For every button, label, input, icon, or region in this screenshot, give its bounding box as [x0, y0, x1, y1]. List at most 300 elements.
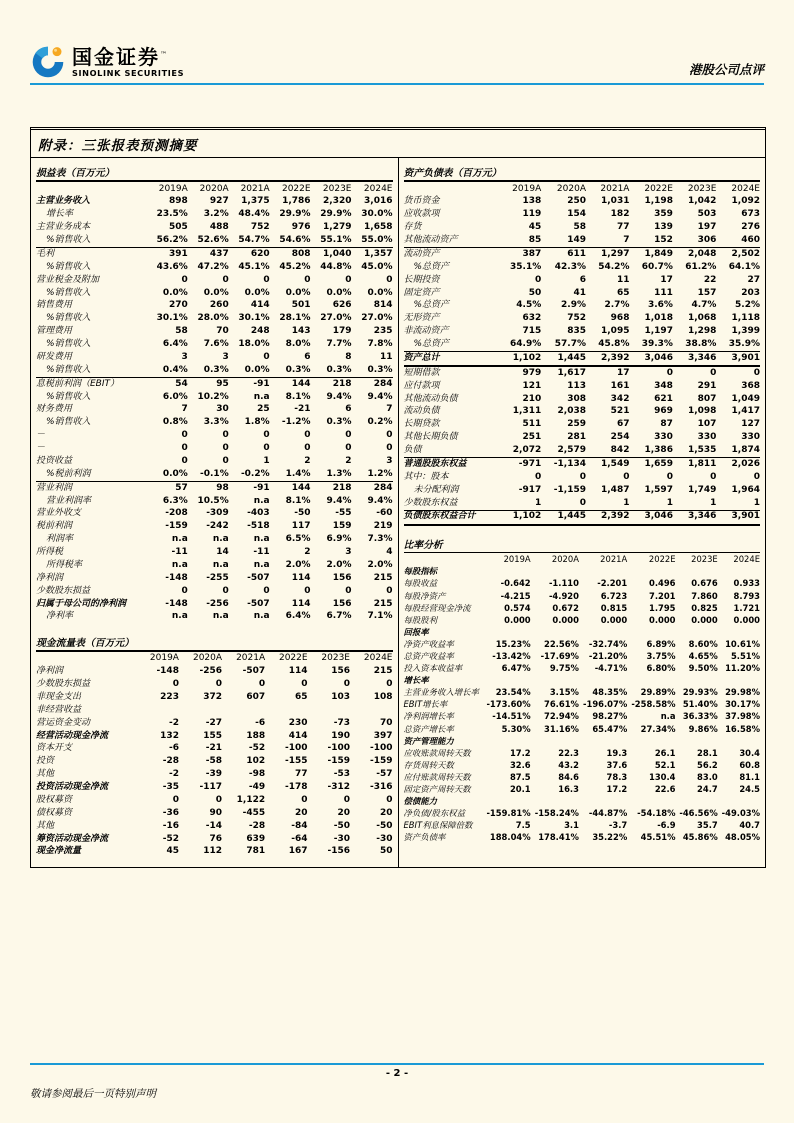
- value-cell: 85: [528, 235, 542, 245]
- value-cell: 3: [386, 455, 393, 466]
- value-cell: 64.1%: [728, 261, 760, 272]
- value-cell: 6.89%: [646, 638, 676, 649]
- value-cell: 1: [710, 497, 717, 508]
- value-cell: [627, 675, 675, 687]
- value-cell: 65: [616, 287, 630, 298]
- value-cell: -178: [285, 782, 308, 792]
- value-cell: 7.3%: [367, 534, 393, 545]
- table-row: [36, 378, 393, 391]
- value-cell: n.a: [253, 611, 270, 622]
- value-cell: 156: [332, 572, 352, 583]
- value-cell: 7: [623, 235, 630, 245]
- table-row: [404, 638, 761, 650]
- value-cell: 45.51%: [640, 832, 676, 843]
- value-cell: 1,386: [644, 445, 673, 455]
- value-cell: 397: [373, 730, 393, 741]
- value-cell: 0: [386, 430, 393, 441]
- value-cell: 0: [304, 430, 311, 441]
- value-cell: 149: [567, 235, 586, 245]
- value-cell: 0: [263, 443, 270, 453]
- value-cell: 50: [528, 287, 542, 298]
- value-cell: 29.9%: [320, 209, 352, 220]
- value-cell: -1,134: [541, 458, 586, 471]
- value-cell: 48.4%: [238, 209, 270, 220]
- value-cell: 54.2%: [598, 261, 630, 272]
- table-row: [404, 261, 761, 274]
- table-row: [404, 274, 761, 287]
- value-cell: 6.47%: [501, 663, 531, 674]
- value-cell: 7.1%: [367, 611, 393, 622]
- value-cell: 37.98%: [725, 711, 760, 722]
- value-cell: 83.0: [697, 771, 718, 782]
- value-cell: 57: [147, 482, 188, 495]
- value-cell: -242: [206, 521, 229, 532]
- value-cell: -14: [205, 820, 223, 831]
- value-cell: 28.1: [697, 747, 718, 758]
- value-cell: 235: [373, 326, 393, 337]
- value-cell: 22.56%: [544, 638, 579, 649]
- value-cell: -35: [162, 782, 179, 792]
- table-row: [36, 769, 393, 782]
- value-cell: 24.5: [739, 784, 760, 795]
- table-row: [36, 756, 393, 769]
- value-cell: -49.03%: [721, 808, 760, 819]
- value-cell: 1,445: [541, 352, 586, 366]
- value-cell: 0.000: [691, 614, 718, 625]
- value-cell: 113: [567, 380, 586, 391]
- value-cell: -455: [242, 807, 266, 818]
- value-cell: 77: [616, 222, 630, 233]
- value-cell: -100: [369, 743, 393, 754]
- value-cell: 0: [343, 794, 350, 805]
- value-cell: -148: [156, 666, 179, 677]
- table-row: [404, 771, 761, 783]
- value-cell: [482, 626, 530, 638]
- value-cell: 190: [331, 730, 350, 741]
- row-label: %销售收入: [46, 339, 91, 349]
- row-label: 营业利润: [36, 482, 147, 495]
- table-row: [404, 651, 761, 663]
- table-row: [404, 808, 761, 820]
- value-cell: -0.642: [500, 578, 531, 589]
- table-row: [404, 352, 761, 366]
- value-cell: 55.0%: [361, 235, 393, 245]
- value-cell: 6.9%: [326, 534, 352, 545]
- table-row: [36, 820, 393, 833]
- row-label: 存货周转天数: [403, 759, 454, 770]
- value-cell: 4.5%: [516, 300, 542, 311]
- value-cell: 348: [654, 380, 673, 391]
- value-cell: 22.6: [654, 784, 676, 795]
- value-cell: 27.0%: [320, 313, 352, 324]
- value-cell: 52.6%: [197, 235, 229, 245]
- value-cell: 3,046: [629, 510, 672, 524]
- value-cell: 57.7%: [554, 339, 586, 349]
- value-cell: -518: [247, 521, 270, 532]
- value-cell: 330: [741, 432, 760, 443]
- value-cell: -208: [165, 508, 188, 519]
- table-row: [36, 313, 393, 326]
- value-cell: 24.7: [697, 784, 718, 795]
- row-label: %税前利润: [46, 468, 91, 479]
- value-cell: 138: [522, 196, 542, 207]
- value-cell: 27.34%: [640, 723, 676, 734]
- value-cell: -4.215: [500, 590, 531, 601]
- value-cell: 7: [181, 404, 188, 415]
- year-header-cell: 2021A: [600, 554, 628, 565]
- value-cell: 2: [304, 455, 311, 466]
- table-row: [404, 699, 761, 711]
- value-cell: 251: [522, 432, 542, 443]
- table-row: [36, 666, 393, 679]
- value-cell: 10.61%: [725, 638, 760, 649]
- value-cell: 10.5%: [197, 495, 229, 506]
- value-cell: 37.6: [606, 759, 628, 770]
- value-cell: 511: [522, 419, 542, 430]
- table-row: [404, 784, 761, 796]
- value-cell: 927: [209, 196, 229, 207]
- row-label: 净负债/股东权益: [403, 808, 465, 819]
- value-cell: 968: [610, 313, 630, 324]
- value-cell: -507: [242, 666, 266, 677]
- value-cell: [579, 796, 627, 808]
- value-cell: -30: [333, 833, 350, 844]
- value-cell: 0: [534, 274, 542, 285]
- year-header-cell: 2022E: [648, 554, 676, 565]
- value-cell: 1: [753, 497, 760, 508]
- table-row: [404, 339, 761, 352]
- value-cell: 437: [188, 248, 229, 261]
- value-cell: 0: [386, 794, 393, 805]
- value-cell: 0: [172, 794, 179, 805]
- brand-logo: [30, 44, 184, 80]
- value-cell: -1.110: [548, 578, 579, 589]
- table-row: [36, 196, 393, 209]
- table-row: [404, 602, 761, 614]
- value-cell: 4.7%: [691, 300, 717, 311]
- row-label: 营业税金及附加: [36, 274, 100, 285]
- value-cell: 248: [250, 326, 270, 337]
- left-column: [31, 158, 399, 867]
- value-cell: 1,018: [644, 313, 673, 324]
- value-cell: 0.0%: [285, 287, 311, 298]
- value-cell: 219: [373, 521, 393, 532]
- value-cell: -156: [327, 846, 350, 857]
- ratio-analysis-title: 比率分析: [404, 535, 761, 553]
- value-cell: 5.2%: [735, 300, 760, 311]
- value-cell: 108: [373, 691, 393, 702]
- years-header-row: [36, 653, 393, 666]
- year-header-cell: 2022E: [644, 183, 673, 194]
- value-cell: 31.16%: [544, 723, 579, 734]
- value-cell: 1,197: [644, 326, 673, 337]
- value-cell: 26.1: [654, 747, 676, 758]
- value-cell: 3,046: [629, 352, 672, 366]
- value-cell: 898: [169, 196, 188, 207]
- value-cell: n.a: [253, 391, 270, 402]
- value-cell: n.a: [212, 559, 229, 570]
- document-type-label: 港股公司点评: [688, 62, 764, 77]
- value-cell: 43.2: [558, 759, 579, 770]
- table-row: [36, 482, 393, 495]
- table-row: [36, 468, 393, 481]
- value-cell: 2,048: [673, 248, 716, 261]
- section-subheader-row: [404, 796, 761, 808]
- value-cell: -117: [199, 782, 223, 792]
- value-cell: -91: [229, 378, 270, 391]
- value-cell: 78.3: [606, 771, 628, 782]
- value-cell: 95: [188, 378, 229, 391]
- value-cell: 27: [747, 274, 760, 285]
- value-cell: 2.7%: [604, 300, 630, 311]
- value-cell: -27: [205, 717, 223, 728]
- table-row: [404, 484, 761, 497]
- value-cell: 45.2%: [279, 261, 311, 272]
- row-label: %总资产: [413, 339, 450, 349]
- value-cell: 114: [288, 666, 308, 677]
- value-cell: 1: [666, 497, 673, 508]
- value-cell: [579, 735, 627, 747]
- value-cell: 54.6%: [279, 235, 311, 245]
- row-label: 无形资产: [403, 313, 440, 324]
- value-cell: 0.3%: [285, 364, 311, 375]
- value-cell: 639: [246, 833, 266, 844]
- table-row: [36, 443, 393, 456]
- value-cell: 1,811: [673, 458, 716, 471]
- value-cell: 6.4%: [285, 611, 311, 622]
- value-cell: 2,320: [323, 196, 352, 207]
- table-row: [404, 663, 761, 675]
- value-cell: 6.723: [600, 590, 628, 601]
- row-label: 资产负债率: [403, 832, 446, 843]
- value-cell: 1.8%: [244, 417, 270, 428]
- value-cell: 16.3: [558, 784, 579, 795]
- row-label: 营业外收支: [36, 508, 82, 519]
- value-cell: 1,417: [731, 406, 760, 417]
- value-cell: 8.793: [733, 590, 760, 601]
- value-cell: 55.1%: [320, 235, 352, 245]
- row-label: 主营业务收入: [36, 196, 91, 207]
- value-cell: n.a: [253, 534, 270, 545]
- value-cell: 30.17%: [725, 699, 760, 710]
- value-cell: -21: [294, 404, 311, 415]
- table-row: [36, 534, 393, 547]
- row-label: 每股指标: [403, 566, 437, 577]
- table-row: [36, 326, 393, 339]
- row-label: %销售收入: [46, 235, 91, 245]
- value-cell: 45.1%: [238, 261, 270, 272]
- row-label: %销售收入: [46, 313, 91, 324]
- years-header-row: [36, 183, 393, 196]
- value-cell: 90: [209, 807, 223, 818]
- row-label: 所得税: [36, 547, 64, 557]
- value-cell: 2.9%: [561, 300, 586, 311]
- table-row: [36, 261, 393, 274]
- value-cell: -159: [369, 756, 393, 767]
- year-header-cell: 2020A: [556, 183, 586, 194]
- value-cell: 0.0%: [244, 364, 270, 375]
- value-cell: [676, 675, 718, 687]
- value-cell: 632: [522, 313, 542, 324]
- table-row: [404, 687, 761, 699]
- trademark-symbol: ™: [160, 50, 169, 59]
- table-row: [36, 417, 393, 430]
- value-cell: 807: [697, 393, 717, 404]
- section-subheader-row: [404, 626, 761, 638]
- table-row: [36, 717, 393, 730]
- value-cell: 4: [386, 547, 393, 557]
- value-cell: 58: [175, 326, 188, 337]
- value-cell: -159.81%: [486, 808, 531, 819]
- value-cell: 0: [534, 471, 542, 482]
- value-cell: 58: [573, 222, 586, 233]
- value-cell: 230: [288, 717, 308, 728]
- row-label: %销售收入: [46, 261, 91, 272]
- row-label: 资产总计: [404, 352, 498, 366]
- row-label: 应收款项: [403, 209, 440, 220]
- value-cell: 47.2%: [197, 261, 229, 272]
- row-label: 未分配利润: [413, 484, 459, 495]
- value-cell: 0: [710, 471, 717, 482]
- value-cell: 1,042: [687, 196, 717, 207]
- value-cell: 39.3%: [641, 339, 673, 349]
- value-cell: 3,346: [673, 510, 716, 524]
- value-cell: 308: [567, 393, 586, 404]
- value-cell: 6: [579, 274, 586, 285]
- table-row: [36, 404, 393, 417]
- value-cell: -0.1%: [200, 468, 229, 479]
- value-cell: 0.000: [600, 614, 628, 625]
- row-label: 固定资产: [403, 287, 440, 298]
- value-cell: 1: [623, 497, 630, 508]
- value-cell: -11: [253, 547, 270, 557]
- value-cell: 1,659: [629, 458, 672, 471]
- value-cell: 0.574: [504, 602, 531, 613]
- value-cell: -28: [248, 820, 266, 831]
- value-cell: 65: [295, 691, 308, 702]
- row-label: 长期投资: [403, 274, 440, 285]
- value-cell: 114: [291, 598, 311, 609]
- row-label: 应付账款周转天数: [403, 771, 471, 782]
- table-row: [404, 432, 761, 445]
- value-cell: 29.93%: [682, 687, 718, 698]
- value-cell: 35.1%: [510, 261, 542, 272]
- value-cell: 182: [610, 209, 630, 220]
- value-cell: -17.69%: [540, 651, 579, 661]
- value-cell: 391: [147, 248, 188, 261]
- ratio-analysis-section: [404, 535, 761, 844]
- value-cell: 259: [567, 419, 586, 430]
- value-cell: 752: [250, 222, 270, 233]
- value-cell: 112: [203, 846, 223, 857]
- value-cell: -6.9: [657, 820, 676, 831]
- value-cell: 1,597: [644, 484, 673, 495]
- table-row: [404, 196, 761, 209]
- value-cell: 0: [345, 443, 352, 453]
- year-header-cell: 2019A: [512, 183, 542, 194]
- value-cell: 3.75%: [646, 651, 676, 661]
- year-header-cell: 2020A: [551, 554, 579, 565]
- table-row: [36, 455, 393, 468]
- value-cell: 87: [660, 419, 673, 430]
- value-cell: -84: [291, 820, 308, 831]
- table-row: [404, 222, 761, 235]
- table-row: [36, 782, 393, 795]
- value-cell: 1: [534, 497, 542, 508]
- row-label: %销售收入: [46, 417, 91, 428]
- value-cell: 156: [332, 598, 352, 609]
- year-header-cell: 2019A: [503, 554, 531, 565]
- value-cell: 808: [270, 248, 311, 261]
- row-label: 营业利润率: [46, 495, 92, 506]
- row-label: 投入资本收益率: [403, 663, 463, 674]
- income-statement-title: 损益表（百万元）: [36, 163, 393, 182]
- year-header-cell: 2024E: [731, 183, 760, 194]
- row-label: %销售收入: [46, 391, 91, 402]
- value-cell: 44.8%: [320, 261, 352, 272]
- value-cell: -49: [248, 782, 266, 792]
- value-cell: -32.74%: [588, 638, 628, 649]
- value-cell: 1,122: [236, 794, 266, 805]
- row-label: 少数股东损益: [36, 679, 91, 689]
- value-cell: -28: [162, 756, 179, 767]
- value-cell: -50: [294, 508, 311, 519]
- value-cell: 1,198: [644, 196, 673, 207]
- value-cell: 284: [351, 482, 392, 495]
- value-cell: 607: [246, 691, 266, 702]
- table-row: [404, 287, 761, 300]
- row-label: 其他: [36, 820, 55, 831]
- value-cell: 8.0%: [285, 339, 311, 349]
- row-label: 每股净资产: [403, 590, 446, 601]
- value-cell: 1,549: [586, 458, 629, 471]
- value-cell: 6.4%: [162, 339, 188, 349]
- value-cell: 0.3%: [326, 364, 352, 375]
- value-cell: 30.1%: [156, 313, 188, 324]
- value-cell: 3,901: [716, 510, 760, 524]
- value-cell: [718, 566, 760, 578]
- row-label: 净利率: [46, 611, 74, 622]
- value-cell: 0: [215, 679, 223, 689]
- row-label: 其他: [36, 769, 55, 780]
- row-label: 资本开支: [36, 743, 73, 754]
- value-cell: 7.201: [649, 590, 676, 601]
- cash-flow-title: 现金流量表（百万元）: [36, 633, 393, 652]
- value-cell: 281: [567, 432, 586, 443]
- section-subheader-row: [404, 566, 761, 578]
- value-cell: -11: [171, 547, 188, 557]
- value-cell: 0: [343, 679, 350, 689]
- value-cell: 0.0%: [162, 287, 188, 298]
- header-rule: [30, 83, 764, 85]
- row-label: 每股收益: [403, 578, 437, 589]
- table-row: [36, 691, 393, 704]
- value-cell: 11: [616, 274, 630, 285]
- value-cell: 11: [379, 351, 393, 362]
- brand-text: [72, 44, 185, 78]
- value-cell: 0: [304, 585, 311, 596]
- value-cell: [627, 796, 675, 808]
- table-row: [36, 585, 393, 598]
- value-cell: 45.8%: [598, 339, 630, 349]
- value-cell: 119: [522, 209, 542, 220]
- table-row: [404, 248, 761, 261]
- value-cell: 1.721: [733, 602, 760, 613]
- balance-sheet-table: [404, 183, 761, 526]
- value-cell: 0.0%: [162, 468, 188, 479]
- value-cell: 22: [703, 274, 717, 285]
- value-cell: 7.5: [515, 820, 531, 831]
